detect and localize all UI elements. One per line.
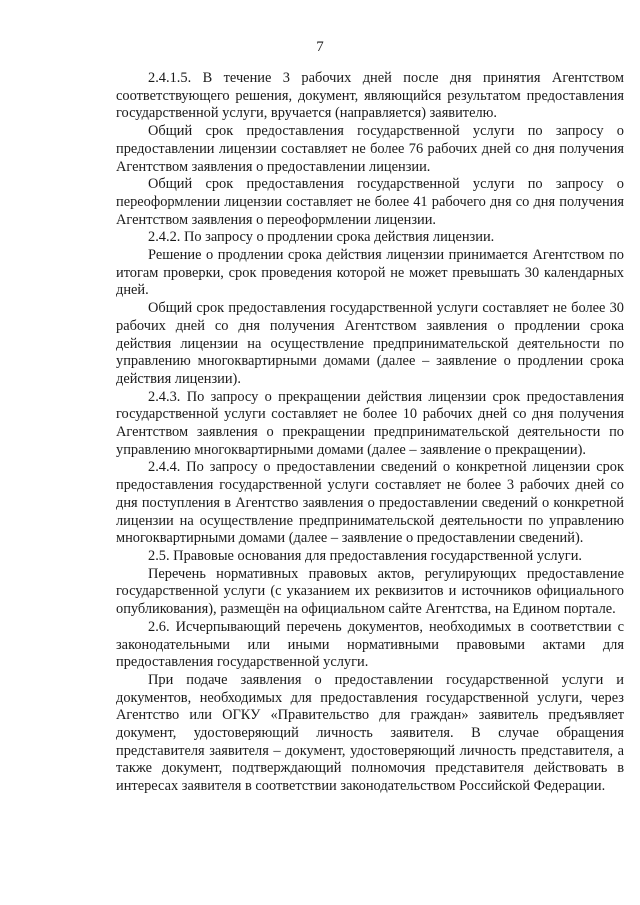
paragraph-2-5: 2.5. Правовые основания для предоставления государственной услуги.: [148, 547, 582, 564]
page-number: 7: [316, 39, 324, 55]
paragraph-2-4-3: 2.4.3. По запросу о прекращении действия лицензии срок предоставления государственной услуги составляет не более 10 рабочих дней со дня получения Агентством заявления о прекращении предпринимательской деятельности по управлению многоквартирными домами (далее – заявление о прекращении).: [116, 388, 624, 458]
paragraph-licence-reissue-term: Общий срок предоставления государственной услуги по запросу о переоформлении лицензии составляет не более 41 рабочего дня со дня получения Агентством заявления о переоформлении лицензии.: [116, 176, 624, 228]
paragraph-2-4-1-5: 2.4.1.5. В течение 3 рабочих дней после дня принятия Агентством соответствующего решения, документ, являющийся результатом предоставления государственной услуги, вручается (направляется) заявителю.: [116, 70, 624, 122]
paragraph-extension-term: Общий срок предоставления государственной услуги составляет не более 30 рабочих дней со дня получения Агентством заявления о продлении срока действия лицензии на осуществление предпринимательской деятельности по управлению многоквартирными домами (далее – заявление о продлении срока действия лицензии).: [116, 300, 624, 387]
document-body: [116, 70, 624, 796]
paragraph-identity-document: При подаче заявления о предоставлении государственной услуги и документов, необходимых для предоставления государственной услуги, через Агентство или ОГКУ «Правительство для граждан» заявитель предъявляет документ, удостоверяющий личность заявителя. В случае обращения представителя заявителя – документ, удостоверяющий личность представителя, а также документ, подтверждающий полномочия представителя действовать в интересах заявителя в соответствии законодательством Российской Федерации.: [116, 671, 624, 795]
paragraph-2-4-4: 2.4.4. По запросу о предоставлении сведений о конкретной лицензии срок предоставления государственной услуги составляет не более 3 рабочих дней со дня поступления в Агентство заявления о предоставлении сведений о конкретной лицензии на осуществление предпринимательской деятельности по управлению многоквартирными домами (далее – заявление о предоставлении сведений).: [116, 459, 624, 547]
paragraph-legal-acts-list: Перечень нормативных правовых актов, регулирующих предоставление государственной услуги (с указанием их реквизитов и источников официального опубликования), размещён на официальном сайте Агентства, на Едином портале.: [116, 565, 624, 618]
paragraph-2-4-2: 2.4.2. По запросу о продлении срока действия лицензии.: [148, 229, 495, 246]
paragraph-extension-decision: Решение о продлении срока действия лицензии принимается Агентством по итогам проверки, срок проведения которой не может превышать 30 календарных дней.: [116, 247, 624, 299]
paragraph-licence-grant-term: Общий срок предоставления государственной услуги по запросу о предоставлении лицензии составляет не более 76 рабочих дней со дня получения Агентством заявления о предоставлении лицензии.: [116, 123, 624, 175]
paragraph-2-6: 2.6. Исчерпывающий перечень документов, необходимых в соответствии с законодательными или иными нормативными правовыми актами для предоставления государственной услуги.: [116, 618, 624, 671]
